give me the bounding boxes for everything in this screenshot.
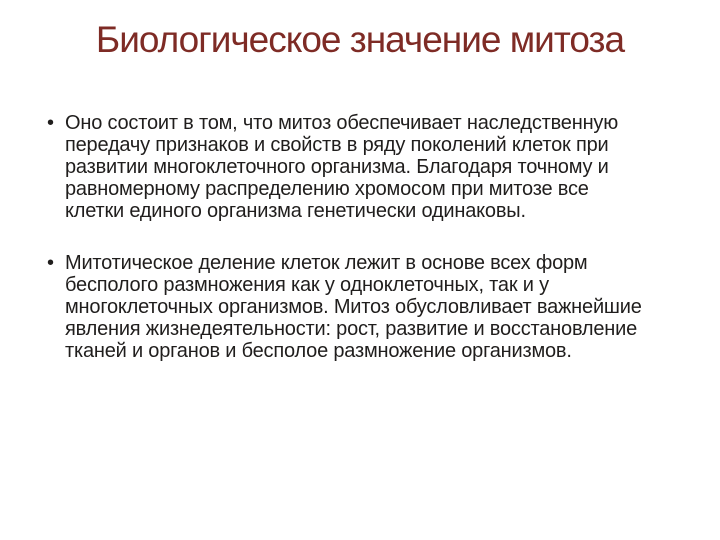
bullet-text (65, 252, 677, 362)
bullet-line: развитии многоклеточного организма. Благодаря точному и (65, 156, 609, 178)
bullet-line: явления жизнедеятельности: рост, развитие и восстановление (65, 318, 638, 340)
bullet-line: клетки единого организма генетически одинаковы. (65, 200, 526, 222)
bullet-item (47, 252, 677, 362)
bullet-line: тканей и органов и бесполое размножение организмов. (65, 340, 572, 362)
bullet-line: равномерному распределению хромосом при митозе все (65, 178, 589, 200)
bullet-line: передачу признаков и свойств в ряду поколений клеток при (65, 134, 609, 156)
bullet-line: Митотическое деление клеток лежит в основе всех форм (65, 252, 588, 274)
bullet-item (47, 112, 677, 222)
bullet-line: Оно состоит в том, что митоз обеспечивает наследственную (65, 112, 619, 134)
bullet-list (47, 112, 677, 392)
bullet-line: бесполого размножения как у одноклеточных, так и у (65, 274, 549, 296)
bullet-text (65, 112, 677, 222)
bullet-marker: • (47, 252, 55, 274)
slide-title: Биологическое значение митоза (95, 19, 625, 60)
bullet-line: многоклеточных организмов. Митоз обусловливает важнейшие (65, 296, 642, 318)
bullet-marker: • (47, 112, 55, 134)
